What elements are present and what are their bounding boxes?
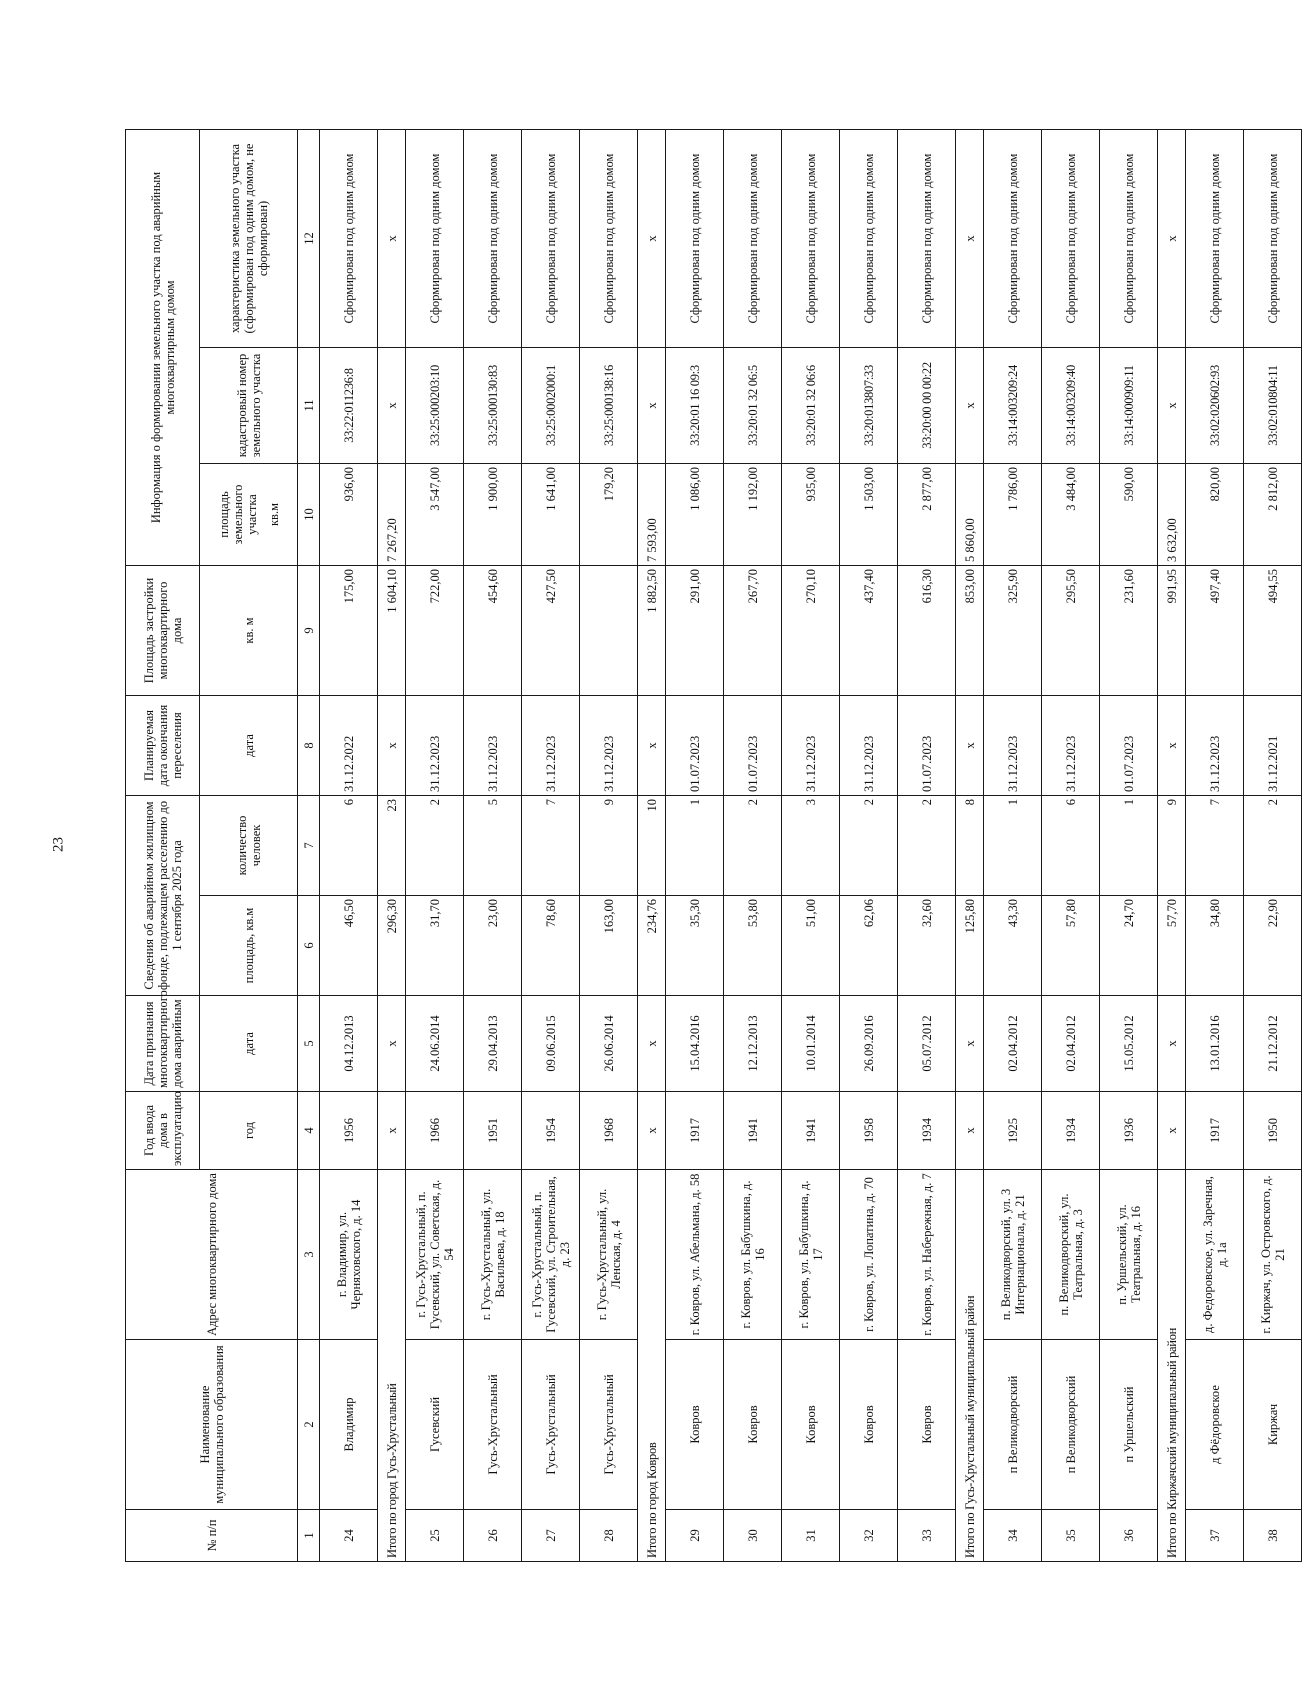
cell-people: 1 [984,796,1042,896]
column-number: 8 [298,696,320,796]
cell-characteristic: х [638,129,666,347]
cell-area: 43,30 [984,896,1042,996]
cell-address: г. Киржач, ул. Островского, д. 21 [1244,1170,1302,1340]
cell-address: г. Ковров, ул. Абельмана, д. 58 [666,1170,724,1340]
cell-built-area: 1 604,10 [378,566,406,696]
cell-year: 1968 [580,1092,638,1170]
cell-characteristic: Сформирован под одним домом [406,129,464,347]
cell-characteristic: Сформирован под одним домом [320,129,378,347]
column-number: 7 [298,796,320,896]
cell-cadastral: 33:22:011236:8 [320,348,378,464]
cell-people: 1 [666,796,724,896]
cell-characteristic: Сформирован под одним домом [1100,129,1158,347]
cell-built-area: 437,40 [840,566,898,696]
column-number: 1 [298,1510,320,1562]
cell-area: 53,80 [724,896,782,996]
cell-people: 2 [1244,796,1302,896]
cell-plan-date: 31.12.2023 [580,696,638,796]
cell-year: 1941 [724,1092,782,1170]
cell-number: 33 [898,1510,956,1562]
cell-characteristic: Сформирован под одним домом [1186,129,1244,347]
cell-number: 35 [1042,1510,1100,1562]
cell-built-area: 497,40 [1186,566,1244,696]
cell-recognition-date: 26.09.2016 [840,996,898,1092]
column-number: 10 [298,464,320,566]
cell-address: г. Ковров, ул. Лопатина, д. 70 [840,1170,898,1340]
cell-land-area: 2 812,00 [1244,464,1302,566]
subtotal-row [638,129,666,1561]
cell-municipality: Ковров [782,1340,840,1510]
cell-area: 32,60 [898,896,956,996]
cell-recognition-date: 04.12.2013 [320,996,378,1092]
header-unit-date: дата [200,996,298,1092]
cell-people: 1 [1100,796,1158,896]
header-characteristic: характеристика земельного участка (сформирован под одним домом, не сформирован) [200,129,298,347]
cell-land-area: 179,20 [580,464,638,566]
table-row [320,129,378,1561]
cell-cadastral: 33:20:013807:33 [840,348,898,464]
cell-municipality: Ковров [666,1340,724,1510]
cell-built-area: 1 882,50 [638,566,666,696]
cell-characteristic: х [956,129,984,347]
cell-people: 2 [840,796,898,896]
cell-cadastral: 33:14:003209:24 [984,348,1042,464]
table-row [898,129,956,1561]
cell-recognition-date: 05.07.2012 [898,996,956,1092]
header-unit-people: количество человек [200,796,298,896]
cell-year: 1954 [522,1092,580,1170]
cell-built-area: 325,90 [984,566,1042,696]
cell-land-area: 7 593,00 [638,464,666,566]
header-land-group [126,129,200,565]
cell-built-area: 494,55 [1244,566,1302,696]
cell-people: 6 [320,796,378,896]
cell-municipality: Ковров [840,1340,898,1510]
header-land-area [200,464,298,566]
cell-recognition-date: 15.05.2012 [1100,996,1158,1092]
cell-recognition-date: 29.04.2013 [464,996,522,1092]
table-body [320,129,1302,1561]
cell-cadastral: 33:02:020602:93 [1186,348,1244,464]
cell-plan-date: 31.12.2023 [1186,696,1244,796]
header-row-1 [126,129,200,1561]
cell-built-area: 175,00 [320,566,378,696]
cell-address: г. Гусь-Хрустальный, п. Гусевский, ул. Советская, д. 54 [406,1170,464,1340]
cell-land-area: 1 786,00 [984,464,1042,566]
cell-cadastral: 33:25:000138:16 [580,348,638,464]
cell-municipality: Владимир [320,1340,378,1510]
table-row [1186,129,1244,1561]
cell-built-area: 295,50 [1042,566,1100,696]
subtotal-row [956,129,984,1561]
cell-people: 2 [724,796,782,896]
cell-land-area: 3 547,00 [406,464,464,566]
cell-municipality: Гусь-Хрустальный [464,1340,522,1510]
cell-address: п. Великодворский, ул. Театральная, д. 3 [1042,1170,1100,1340]
cell-area: 23,00 [464,896,522,996]
subtotal-label: Итого по Киржачский муниципальный район [1158,1170,1186,1562]
cell-area: 35,30 [666,896,724,996]
cell-area: 24,70 [1100,896,1158,996]
cell-recognition-date: х [378,996,406,1092]
cell-people: 9 [580,796,638,896]
cell-cadastral: 33:02:010804:11 [1244,348,1302,464]
cell-people: 8 [956,796,984,896]
table-row [666,129,724,1561]
cell-municipality: Киржач [1244,1340,1302,1510]
cell-characteristic: Сформирован под одним домом [464,129,522,347]
cell-land-area: 7 267,20 [378,464,406,566]
cell-area: 46,50 [320,896,378,996]
subtotal-label: Итого по город Ковров [638,1170,666,1562]
cell-year: 1951 [464,1092,522,1170]
cell-plan-date: 31.12.2023 [984,696,1042,796]
cell-number: 29 [666,1510,724,1562]
cell-characteristic: Сформирован под одним домом [898,129,956,347]
cell-address: г. Ковров, ул. Набережная, д. 7 [898,1170,956,1340]
header-unit-year: год [200,1092,298,1170]
emergency-housing-table [125,129,1302,1562]
cell-characteristic: х [1158,129,1186,347]
cell-year: 1956 [320,1092,378,1170]
cell-built-area [580,566,638,696]
cell-year: 1934 [898,1092,956,1170]
cell-year: х [1158,1092,1186,1170]
cell-recognition-date: х [638,996,666,1092]
cell-number: 25 [406,1510,464,1562]
cell-cadastral: 33:25:000130:83 [464,348,522,464]
cell-land-area: 1 086,00 [666,464,724,566]
cell-address: г. Ковров, ул. Бабушкина, д. 16 [724,1170,782,1340]
cell-year: 1925 [984,1092,1042,1170]
cell-year: 1936 [1100,1092,1158,1170]
subtotal-row [378,129,406,1561]
cell-people: 2 [406,796,464,896]
cell-municipality: Ковров [898,1340,956,1510]
cell-characteristic: Сформирован под одним домом [666,129,724,347]
header-cadastral: кадастровый номер земельного участка [200,348,298,464]
cell-people: 7 [1186,796,1244,896]
cell-land-area: 1 503,00 [840,464,898,566]
table-row [1042,129,1100,1561]
cell-recognition-date: х [1158,996,1186,1092]
subtotal-label: Итого по Гусь-Хрустальный муниципальный район [956,1170,984,1562]
cell-plan-date: 31.12.2022 [320,696,378,796]
page-number: 23 [50,837,67,852]
column-number: 5 [298,996,320,1092]
cell-cadastral: 33:20:01 32 06:6 [782,348,840,464]
cell-land-area: 936,00 [320,464,378,566]
cell-cadastral: 33:20:01 16 09:3 [666,348,724,464]
cell-number: 37 [1186,1510,1244,1562]
column-number: 4 [298,1092,320,1170]
cell-number: 31 [782,1510,840,1562]
cell-year: 1917 [666,1092,724,1170]
cell-built-area: 427,50 [522,566,580,696]
cell-cadastral: х [378,348,406,464]
cell-land-area: 590,00 [1100,464,1158,566]
cell-recognition-date: 02.04.2012 [984,996,1042,1092]
cell-land-area: 1 192,00 [724,464,782,566]
cell-cadastral: 33:20:00 00 00:22 [898,348,956,464]
cell-land-area: 820,00 [1186,464,1244,566]
cell-built-area: 267,70 [724,566,782,696]
cell-land-area: 3 484,00 [1042,464,1100,566]
cell-address: г. Ковров, ул. Бабушкина, д. 17 [782,1170,840,1340]
cell-area: 125,80 [956,896,984,996]
cell-area: 22,90 [1244,896,1302,996]
cell-number: 32 [840,1510,898,1562]
cell-characteristic: х [378,129,406,347]
cell-built-area: 270,10 [782,566,840,696]
cell-area: 62,06 [840,896,898,996]
cell-year: 1958 [840,1092,898,1170]
cell-characteristic: Сформирован под одним домом [724,129,782,347]
cell-people: 7 [522,796,580,896]
cell-plan-date: 31.12.2023 [522,696,580,796]
cell-characteristic: Сформирован под одним домом [522,129,580,347]
cell-people: 9 [1158,796,1186,896]
cell-plan-date: 31.12.2023 [406,696,464,796]
cell-municipality: п Великодворский [1042,1340,1100,1510]
cell-characteristic: Сформирован под одним домом [840,129,898,347]
cell-plan-date: х [1158,696,1186,796]
header-year-group: Год ввода дома в эксплуатацию [126,1092,200,1170]
header-unit-land: кв.м [266,503,281,527]
cell-land-area: 1 641,00 [522,464,580,566]
cell-recognition-date: 02.04.2012 [1042,996,1100,1092]
cell-cadastral: 33:14:003209:40 [1042,348,1100,464]
table-row [464,129,522,1561]
cell-land-area: 3 632,00 [1158,464,1186,566]
table-row [580,129,638,1561]
cell-year: 1966 [406,1092,464,1170]
cell-built-area: 231,60 [1100,566,1158,696]
cell-built-area: 722,00 [406,566,464,696]
table-row [782,129,840,1561]
cell-recognition-date: х [956,996,984,1092]
cell-number: 24 [320,1510,378,1562]
header-land-group-title: Информация о формировании земельного участка под аварийным многоквартирным домом [148,171,177,524]
table-row [406,129,464,1561]
header-built-area-group: Площадь застройки многоквартирного дома [126,566,200,696]
header-housing-info-group: Сведения об аварийном жилищном фонде, подлежащем расселению до 1 сентября 2025 года [126,796,200,996]
header-plan-group: Планируемая дата окончания переселения [126,696,200,796]
cell-plan-date: 31.12.2023 [840,696,898,796]
cell-recognition-date: 09.06.2015 [522,996,580,1092]
cell-address: г. Гусь-Хрустальный, п. Гусевский, ул. Строительная, д. 23 [522,1170,580,1340]
header-municipality: Наименование муниципального образования [126,1340,298,1510]
cell-cadastral: х [956,348,984,464]
cell-plan-date: х [638,696,666,796]
cell-plan-date: 01.07.2023 [898,696,956,796]
header-unit-built: кв. м [200,566,298,696]
cell-characteristic: Сформирован под одним домом [580,129,638,347]
cell-area: 163,00 [580,896,638,996]
cell-plan-date: х [378,696,406,796]
header-land-area-title: площадь земельного участка [216,484,259,545]
cell-characteristic: Сформирован под одним домом [984,129,1042,347]
cell-address: г. Владимир, ул. Черняховского, д. 14 [320,1170,378,1340]
cell-municipality: Гусь-Хрустальный [522,1340,580,1510]
table-row [1244,129,1302,1561]
cell-address: п. Великодворский, ул. 3 Интернационала, д. 21 [984,1170,1042,1340]
header-address: Адрес многоквартирного дома [126,1170,298,1340]
table-row [1100,129,1158,1561]
cell-cadastral: 33:25:0002000:1 [522,348,580,464]
table-row [840,129,898,1561]
cell-year: 1941 [782,1092,840,1170]
column-number-row [298,129,320,1561]
cell-number: 38 [1244,1510,1302,1562]
cell-address: г. Гусь-Хрустальный, ул. Ленская, д. 4 [580,1170,638,1340]
cell-built-area: 991,95 [1158,566,1186,696]
cell-area: 31,70 [406,896,464,996]
cell-plan-date: 01.07.2023 [666,696,724,796]
cell-number: 28 [580,1510,638,1562]
cell-address: п. Уршельский, ул. Театральная, д. 16 [1100,1170,1158,1340]
cell-recognition-date: 15.04.2016 [666,996,724,1092]
cell-plan-date: 01.07.2023 [1100,696,1158,796]
cell-built-area: 853,00 [956,566,984,696]
cell-address: г. Гусь-Хрустальный, ул. Васильева, д. 18 [464,1170,522,1340]
cell-municipality: Гусевский [406,1340,464,1510]
header-unit-area: площадь, кв.м [200,896,298,996]
cell-area: 57,70 [1158,896,1186,996]
cell-year: 1934 [1042,1092,1100,1170]
cell-recognition-date: 26.06.2014 [580,996,638,1092]
cell-land-area: 2 877,00 [898,464,956,566]
cell-number: 26 [464,1510,522,1562]
cell-characteristic: Сформирован под одним домом [1042,129,1100,347]
cell-cadastral: 33:14:000909:11 [1100,348,1158,464]
cell-recognition-date: 24.06.2014 [406,996,464,1092]
cell-number: 27 [522,1510,580,1562]
cell-number: 36 [1100,1510,1158,1562]
cell-land-area: 1 900,00 [464,464,522,566]
cell-people: 3 [782,796,840,896]
cell-cadastral: 33:20:01 32 06:5 [724,348,782,464]
cell-built-area: 291,00 [666,566,724,696]
cell-plan-date: 31.12.2023 [782,696,840,796]
header-unit-plan-date: дата [200,696,298,796]
table-row [522,129,580,1561]
cell-recognition-date: 10.01.2014 [782,996,840,1092]
cell-plan-date: х [956,696,984,796]
table-row [724,129,782,1561]
cell-plan-date: 31.12.2021 [1244,696,1302,796]
cell-municipality: п Уршельский [1100,1340,1158,1510]
column-number: 6 [298,896,320,996]
column-number: 11 [298,348,320,464]
cell-address: д. Федоровское, ул. Заречная, д. 1а [1186,1170,1244,1340]
cell-characteristic: Сформирован под одним домом [1244,129,1302,347]
cell-municipality: Ковров [724,1340,782,1510]
cell-people: 2 [898,796,956,896]
cell-cadastral: х [638,348,666,464]
cell-number: 30 [724,1510,782,1562]
cell-year: х [638,1092,666,1170]
cell-plan-date: 31.12.2023 [464,696,522,796]
cell-cadastral: 33:25:000203:10 [406,348,464,464]
cell-year: х [956,1092,984,1170]
cell-year: х [378,1092,406,1170]
cell-land-area: 5 860,00 [956,464,984,566]
column-number: 9 [298,566,320,696]
cell-area: 234,76 [638,896,666,996]
column-number: 12 [298,129,320,347]
cell-year: 1950 [1244,1092,1302,1170]
cell-municipality: д Фёдоровское [1186,1340,1244,1510]
cell-area: 57,80 [1042,896,1100,996]
column-number: 3 [298,1170,320,1340]
cell-built-area: 616,30 [898,566,956,696]
cell-number: 34 [984,1510,1042,1562]
cell-built-area: 454,60 [464,566,522,696]
column-number: 2 [298,1340,320,1510]
cell-land-area: 935,00 [782,464,840,566]
cell-area: 51,00 [782,896,840,996]
cell-municipality: Гусь-Хрустальный [580,1340,638,1510]
table-row [984,129,1042,1561]
cell-area: 296,30 [378,896,406,996]
header-no: № п/п [126,1510,298,1562]
header-recognition-group: Дата признания многоквартирного дома аварийным [126,996,200,1092]
subtotal-row [1158,129,1186,1561]
cell-recognition-date: 12.12.2013 [724,996,782,1092]
cell-area: 78,60 [522,896,580,996]
cell-area: 34,80 [1186,896,1244,996]
cell-municipality: п Великодворский [984,1340,1042,1510]
cell-characteristic: Сформирован под одним домом [782,129,840,347]
cell-cadastral: х [1158,348,1186,464]
cell-plan-date: 01.07.2023 [724,696,782,796]
cell-plan-date: 31.12.2023 [1042,696,1100,796]
cell-recognition-date: 21.12.2012 [1244,996,1302,1092]
table-landscape-frame [125,130,1287,1562]
cell-people: 23 [378,796,406,896]
subtotal-label: Итого по город Гусь-Хрустальный [378,1170,406,1562]
cell-people: 6 [1042,796,1100,896]
cell-people: 5 [464,796,522,896]
table-rotation-frame [125,130,1287,1562]
cell-year: 1917 [1186,1092,1244,1170]
cell-people: 10 [638,796,666,896]
cell-recognition-date: 13.01.2016 [1186,996,1244,1092]
